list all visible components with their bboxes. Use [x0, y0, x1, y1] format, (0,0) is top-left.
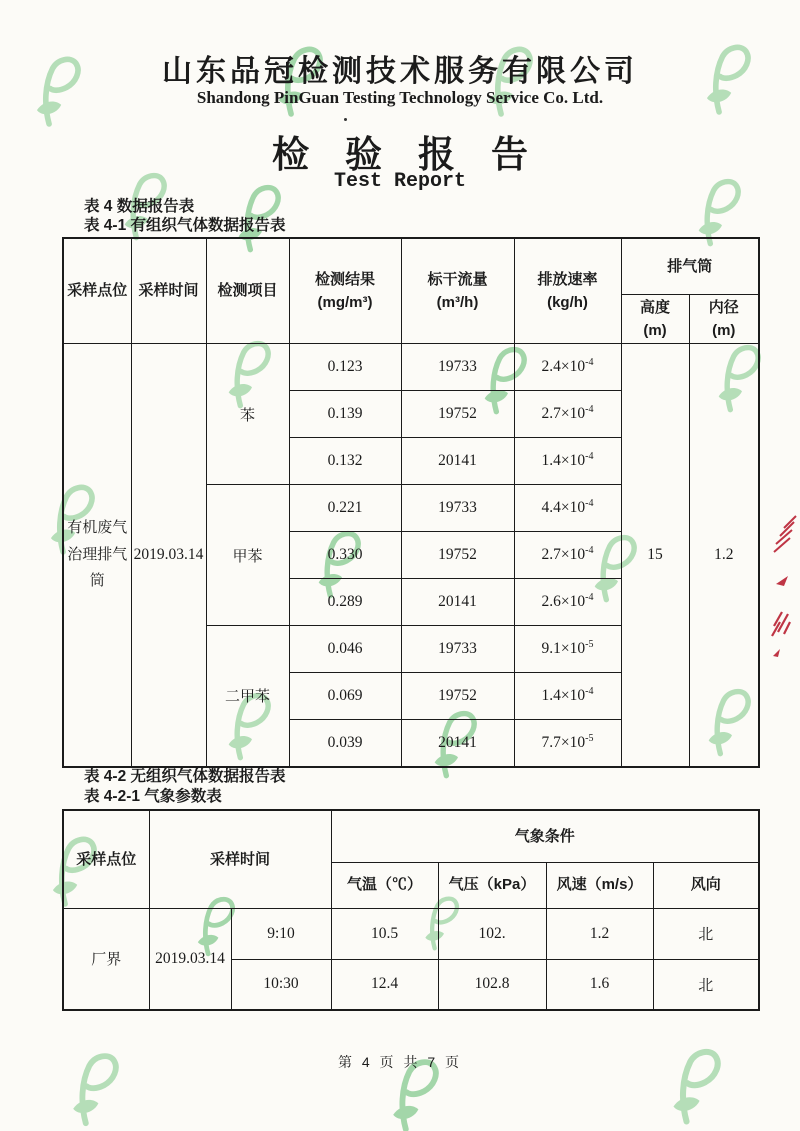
rate-base: 2.6×10	[541, 593, 586, 611]
report-title-en: Test Report	[333, 170, 467, 193]
rate-cell	[514, 673, 621, 720]
meteorological-parameters-table	[62, 809, 760, 1011]
red-stamp-mark	[770, 508, 798, 563]
table4-2-1-caption: 表 4-2-1 气象参数表	[84, 788, 222, 805]
result-cell: 0.221	[289, 485, 401, 532]
rate-cell	[514, 720, 621, 767]
scan-speck	[344, 118, 347, 121]
col-header-test-item: 检测项目	[206, 238, 289, 344]
rate-cell	[514, 579, 621, 626]
wind-direction-cell: 北	[653, 908, 759, 959]
report-title-cn: 检验报告	[272, 134, 564, 175]
sampling-point-cell: 有机废气治理排气筒	[63, 344, 131, 767]
col-header-diameter-label: 内径	[708, 298, 739, 316]
rate-base: 2.4×10	[541, 358, 586, 376]
sampling-clock-cell: 9:10	[231, 908, 331, 959]
page-number: 第 4 页 共 7 页	[337, 1054, 463, 1070]
rate-exponent: -4	[585, 686, 594, 698]
col-header-stack-height	[621, 294, 689, 344]
col-header-sampling-point: 采样点位	[63, 810, 149, 908]
rate-cell	[514, 344, 621, 391]
rate-exponent: -4	[585, 592, 594, 604]
flow-cell: 19752	[401, 391, 514, 438]
sampling-time-cell: 2019.03.14	[131, 344, 206, 767]
stack-height-cell: 15	[621, 344, 689, 767]
rate-exponent: -4	[585, 357, 594, 369]
col-header-result-label: 检测结果	[314, 270, 375, 288]
rate-base: 9.1×10	[541, 640, 586, 658]
col-header-rate-unit: (kg/h)	[547, 294, 588, 311]
col-header-sampling-time: 采样时间	[131, 238, 206, 344]
flow-cell: 19752	[401, 532, 514, 579]
flow-cell: 19733	[401, 626, 514, 673]
company-name-cn: 山东品冠检测技术服务有限公司	[162, 55, 638, 88]
col-header-weather-conditions: 气象条件	[331, 810, 759, 862]
stack-diameter-cell: 1.2	[689, 344, 759, 767]
company-name-en: Shandong PinGuan Testing Technology Service Co. Ltd.	[196, 88, 604, 107]
flow-cell: 20141	[401, 579, 514, 626]
sampling-point-cell: 厂界	[63, 908, 149, 1010]
rate-exponent: -4	[585, 498, 594, 510]
result-cell: 0.330	[289, 532, 401, 579]
col-header-rate-label: 排放速率	[537, 270, 598, 288]
rate-cell	[514, 391, 621, 438]
col-header-height-label: 高度	[639, 298, 670, 316]
table-row	[63, 908, 759, 959]
flow-cell: 19752	[401, 673, 514, 720]
table4-1-caption: 表 4-1 有组织气体数据报告表	[84, 217, 286, 234]
col-header-flow	[401, 238, 514, 344]
col-header-height-unit: (m)	[643, 321, 667, 339]
rate-base: 2.7×10	[541, 405, 586, 423]
col-header-sampling-point: 采样点位	[63, 238, 131, 344]
table-row	[63, 344, 759, 391]
result-cell: 0.046	[289, 626, 401, 673]
col-header-result	[289, 238, 401, 344]
pressure-cell: 102.	[438, 908, 546, 959]
temperature-cell: 10.5	[331, 908, 438, 959]
result-cell: 0.123	[289, 344, 401, 391]
result-cell: 0.132	[289, 438, 401, 485]
wind-speed-cell: 1.2	[546, 908, 653, 959]
col-header-diameter-unit: (m)	[712, 321, 736, 339]
rate-base: 7.7×10	[541, 734, 586, 752]
sampling-clock-cell: 10:30	[231, 959, 331, 1010]
rate-cell	[514, 532, 621, 579]
flow-cell: 19733	[401, 344, 514, 391]
red-stamp-mark	[770, 646, 784, 665]
rate-cell	[514, 485, 621, 532]
wind-direction-cell: 北	[653, 959, 759, 1010]
wind-speed-cell: 1.6	[546, 959, 653, 1010]
col-header-flow-unit: (m³/h)	[436, 294, 479, 311]
sampling-date-cell: 2019.03.14	[149, 908, 231, 1010]
rate-exponent: -5	[585, 733, 594, 745]
col-header-stack: 排气筒	[621, 238, 759, 294]
rate-exponent: -5	[585, 639, 594, 651]
col-header-temperature: 气温（℃）	[331, 862, 438, 908]
rate-base: 2.7×10	[541, 546, 586, 564]
rate-base: 4.4×10	[541, 499, 586, 517]
organized-gas-data-table	[62, 237, 760, 768]
col-header-wind-speed: 风速（m/s）	[546, 862, 653, 908]
rate-exponent: -4	[585, 545, 594, 557]
table4-2-caption: 表 4-2 无组织气体数据报告表	[84, 768, 286, 785]
rate-exponent: -4	[585, 404, 594, 416]
rate-cell	[514, 626, 621, 673]
result-cell: 0.289	[289, 579, 401, 626]
col-header-sampling-time: 采样时间	[149, 810, 331, 908]
rate-base: 1.4×10	[541, 687, 586, 705]
test-item-cell: 二甲苯	[206, 626, 289, 767]
temperature-cell: 12.4	[331, 959, 438, 1010]
col-header-flow-label: 标干流量	[427, 270, 488, 288]
test-item-cell: 苯	[206, 344, 289, 485]
flow-cell: 20141	[401, 720, 514, 767]
red-stamp-mark	[768, 602, 794, 647]
red-stamp-mark	[774, 572, 794, 593]
result-cell: 0.039	[289, 720, 401, 767]
rate-base: 1.4×10	[541, 452, 586, 470]
col-header-rate	[514, 238, 621, 344]
table4-caption: 表 4 数据报告表	[84, 198, 195, 215]
result-cell: 0.139	[289, 391, 401, 438]
flow-cell: 19733	[401, 485, 514, 532]
col-header-result-unit: (mg/m³)	[317, 294, 373, 311]
rate-cell	[514, 438, 621, 485]
rate-exponent: -4	[585, 451, 594, 463]
pressure-cell: 102.8	[438, 959, 546, 1010]
result-cell: 0.069	[289, 673, 401, 720]
col-header-wind-direction: 风向	[653, 862, 759, 908]
col-header-pressure: 气压（kPa）	[438, 862, 546, 908]
col-header-stack-diameter	[689, 294, 759, 344]
test-item-cell: 甲苯	[206, 485, 289, 626]
flow-cell: 20141	[401, 438, 514, 485]
